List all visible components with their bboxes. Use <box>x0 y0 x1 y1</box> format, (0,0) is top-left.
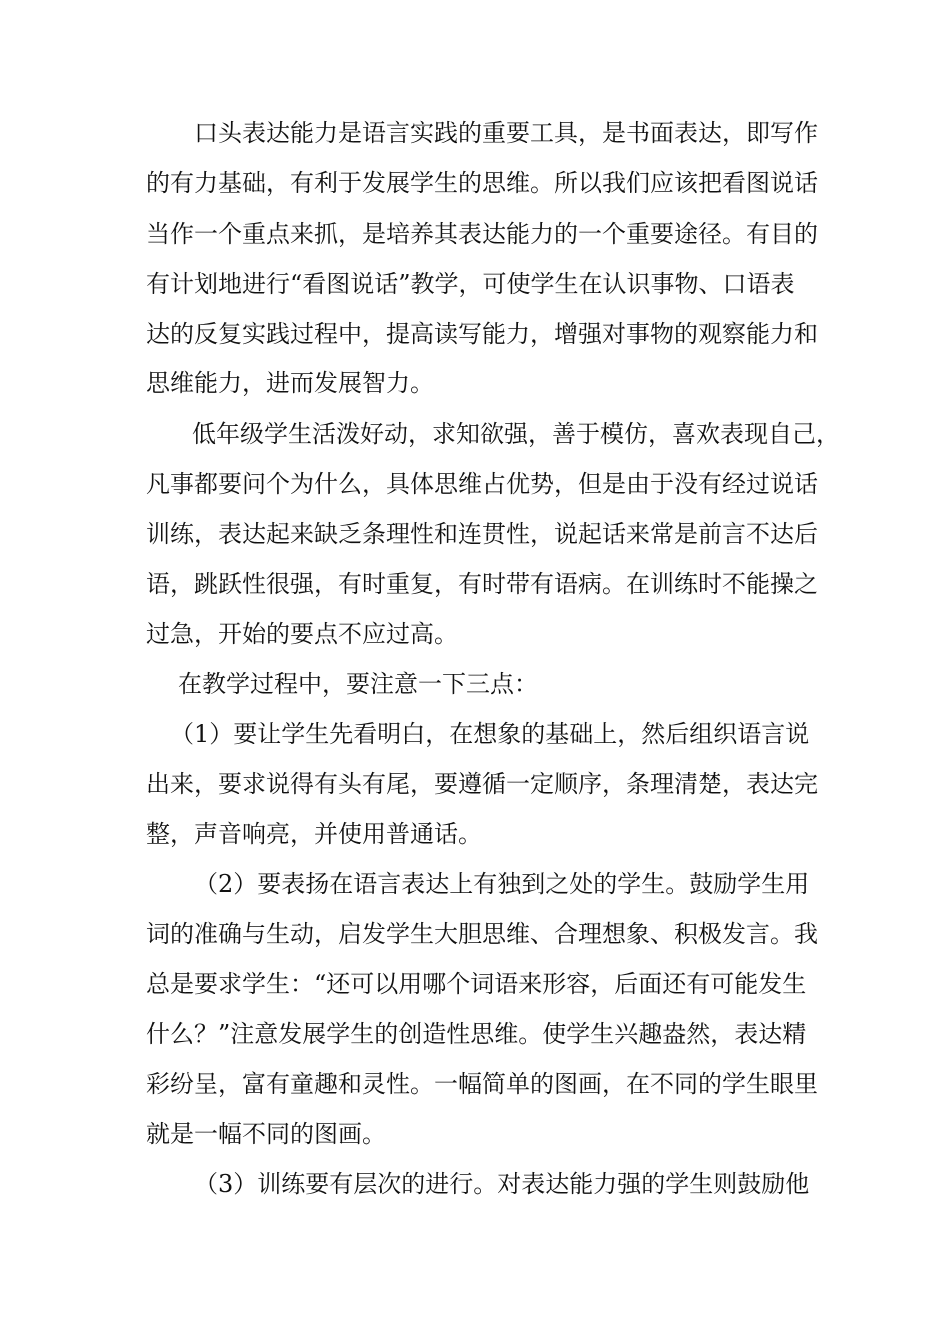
text-line: 语，跳跃性很强，有时重复，有时带有语病。在训练时不能操之 <box>146 570 818 598</box>
text-line: 达的反复实践过程中，提高读写能力，增强对事物的观察能力和 <box>146 320 818 348</box>
text-line: 总是要求学生：“还可以用哪个词语来形容，后面还有可能发生 <box>146 970 807 998</box>
text-line: 什么？”注意发展学生的创造性思维。使学生兴趣盎然，表达精 <box>146 1020 807 1048</box>
text-line: 有计划地进行“看图说话”教学，可使学生在认识事物、口语表 <box>146 270 795 298</box>
text-line: 的有力基础，有利于发展学生的思维。所以我们应该把看图说话 <box>146 169 818 197</box>
text-line: 出来，要求说得有头有尾，要遵循一定顺序，条理清楚，表达完 <box>146 770 818 798</box>
text-line: 整，声音响亮，并使用普通话。 <box>146 820 482 848</box>
text-line: 思维能力，进而发展智力。 <box>146 369 434 397</box>
text-line: 在教学过程中，要注意一下三点： <box>178 670 538 698</box>
text-line: 就是一幅不同的图画。 <box>146 1120 386 1148</box>
text-line: 训练，表达起来缺乏条理性和连贯性，说起话来常是前言不达后 <box>146 520 818 548</box>
text-line: 彩纷呈，富有童趣和灵性。一幅简单的图画，在不同的学生眼里 <box>146 1070 818 1098</box>
text-line: （3）训练要有层次的进行。对表达能力强的学生则鼓励他 <box>194 1170 810 1198</box>
text-line: （2）要表扬在语言表达上有独到之处的学生。鼓励学生用 <box>194 870 810 898</box>
text-line: 过急，开始的要点不应过高。 <box>146 620 458 648</box>
text-line: 当作一个重点来抓，是培养其表达能力的一个重要途径。有目的 <box>146 220 818 248</box>
text-line: 词的准确与生动，启发学生大胆思维、合理想象、积极发言。我 <box>146 920 818 948</box>
text-line: 低年级学生活泼好动，求知欲强，善于模仿，喜欢表现自己， <box>192 420 840 448</box>
text-line: （1）要让学生先看明白，在想象的基础上，然后组织语言说 <box>170 720 810 748</box>
text-line: 口头表达能力是语言实践的重要工具，是书面表达，即写作 <box>194 119 818 147</box>
text-line: 凡事都要问个为什么，具体思维占优势，但是由于没有经过说话 <box>146 470 818 498</box>
